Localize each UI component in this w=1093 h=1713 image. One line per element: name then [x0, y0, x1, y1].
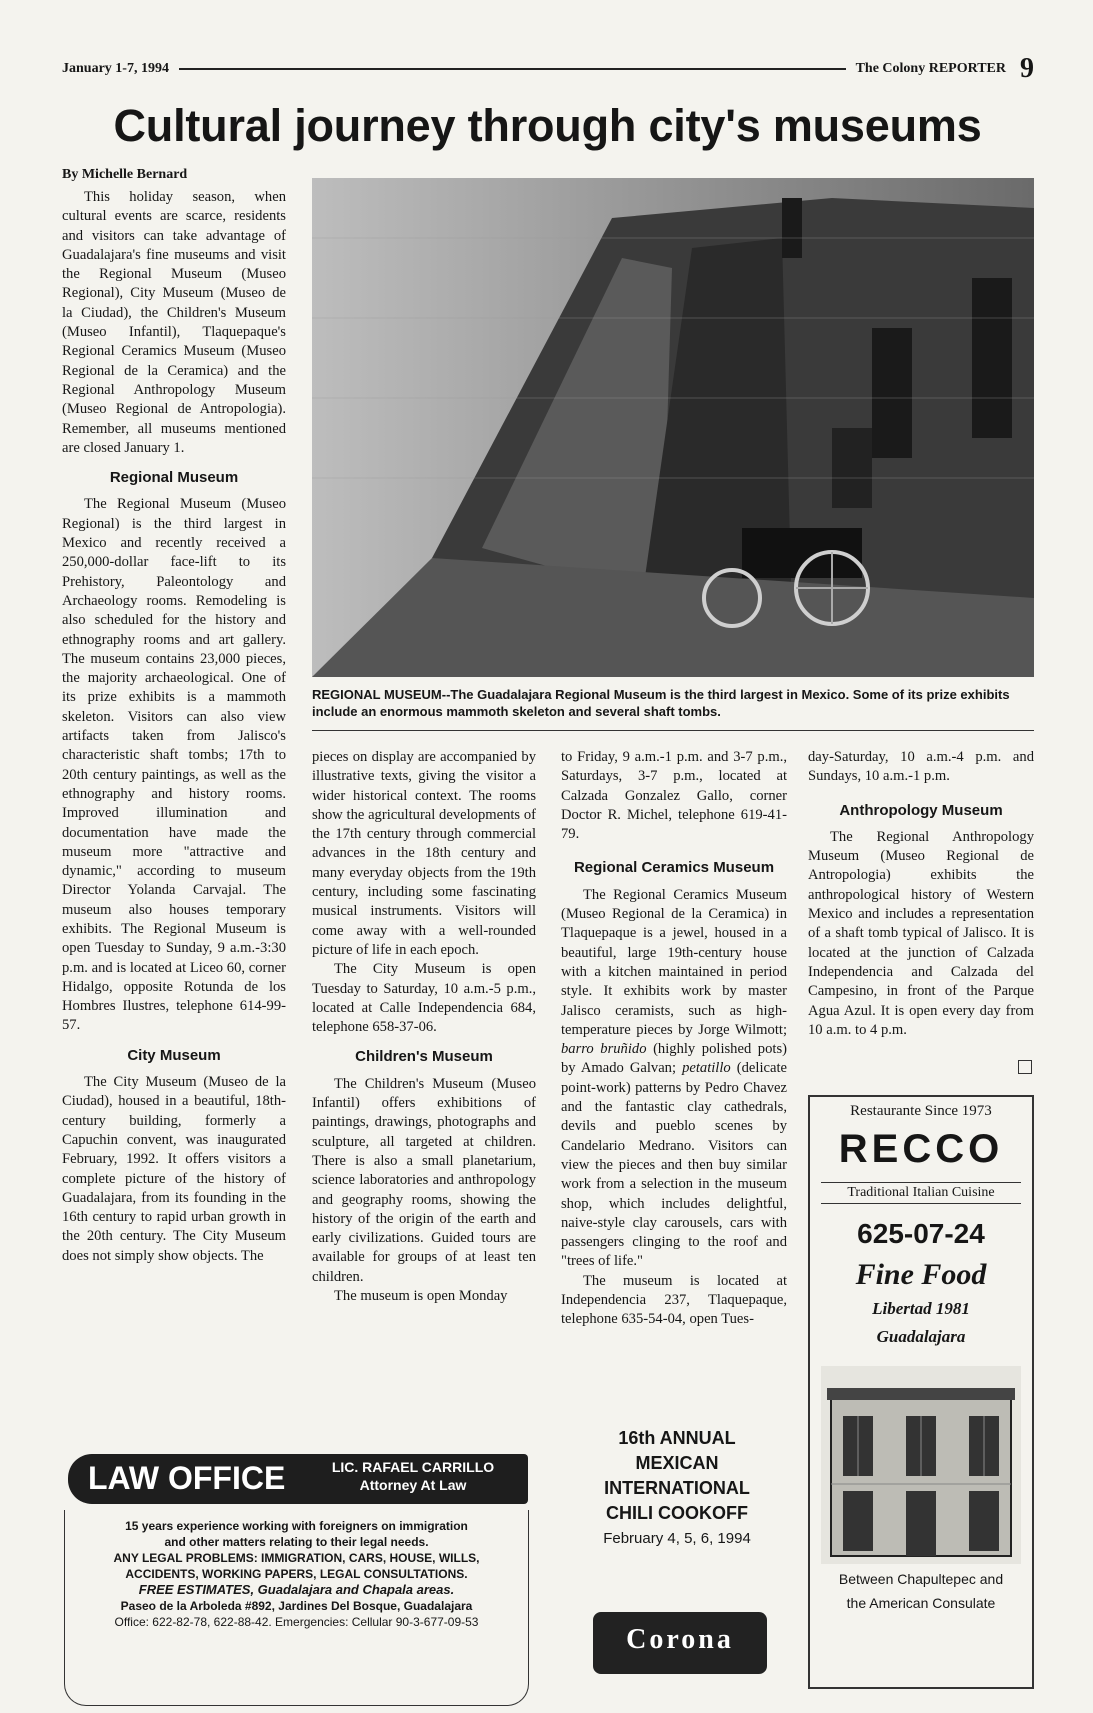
chili-ad-dates: February 4, 5, 6, 1994: [603, 1530, 751, 1547]
photo-caption: REGIONAL MUSEUM--The Guadalajara Regional Museum is the third largest in Mexico. Some of its prize exhibits include an enormous mammoth skeleton and several shaft tombs.: [312, 687, 1010, 719]
caption-rule: [312, 730, 1034, 731]
city-museum-paragraph: The City Museum (Museo de la Ciudad), housed in a beautiful, 18th-century building, formerly a Capuchin convent, was inaugurated February, 1992. It offers visitors a complete picture of the history of Guadalajara, from its founding in the 16th century to rapid urban growth in the 20th century. The City Museum does not simply show objects. The: [62, 1074, 286, 1264]
recco-logo: [821, 1126, 1021, 1172]
recco-restaurant-ad: [808, 1095, 1034, 1689]
byline: By Michelle Bernard: [62, 167, 188, 182]
corona-logo: Corona: [593, 1612, 767, 1674]
law-ad-line: 15 years experience working with foreigners on immigration: [125, 1519, 468, 1533]
anthropology-museum-paragraph: The Regional Anthropology Museum (Museo Regional de Antropologia) exhibits the anthropological history of Western Mexico and includes a representation of a shaft tomb typical of Jalisco. It is located at the junction of Calzada Independencia and Calzada del Campesino, in front of the Parque Agua Azul. It is open every day from 10 a.m. to 4 p.m.: [808, 828, 1034, 1038]
recco-location-line: Between Chapultepec and: [838, 1571, 1004, 1587]
page-number: 9: [1020, 53, 1034, 84]
masthead-rule: [179, 68, 846, 70]
city-museum-hours: The City Museum is open Tuesday to Saturday, 10 a.m.-5 p.m., located at Calle Independencia 684, telephone 658-37-06.: [312, 961, 536, 1036]
attorney-name: LIC. RAFAEL CARRILLO: [331, 1459, 495, 1475]
city-museum-continued: pieces on display are accompanied by illustrative texts, giving the visitor a wider historical context. The rooms show the agricultural developments of the 17th century through commercial advances in the 18th century and many everyday objects from the 19th century, including some fascinating musical instruments. Visitors will come away with a well-rounded picture of life in each epoch.: [312, 749, 536, 958]
issue-date: January 1-7, 1994: [62, 61, 169, 76]
childrens-museum-hours: The museum is open Monday: [334, 1288, 508, 1305]
ceramics-term-barro: barro bruñido: [561, 1041, 647, 1058]
article-column-2: [312, 748, 536, 1306]
masthead: [62, 53, 1034, 84]
recco-tagline: Fine Food: [855, 1258, 987, 1291]
law-ad-address: Paseo de la Arboleda #892, Jardines Del Bosque, Guadalajara: [120, 1599, 473, 1613]
paper-name: The Colony REPORTER: [855, 61, 1006, 76]
law-ad-banner: [68, 1454, 528, 1504]
law-ad-line: ACCIDENTS, WORKING PAPERS, LEGAL CONSULTATIONS.: [125, 1567, 468, 1581]
ceramics-museum-location: The museum is located at Independencia 237, Tlaquepaque, telephone 635-54-04, open Tues-: [561, 1272, 787, 1328]
chili-ad-line: CHILI COOKOFF: [606, 1503, 748, 1523]
article-column-3: [561, 748, 787, 1330]
recco-since: Restaurante Since 1973: [850, 1103, 992, 1119]
museum-street-photo-icon: [312, 178, 1034, 677]
subhead-ceramics-museum: Regional Ceramics Museum: [573, 859, 775, 877]
childrens-museum-continued: to Friday, 9 a.m.-1 p.m. and 3-7 p.m., Saturdays, 3-7 p.m., located at Calzada Gonzalez Gallo, corner Doctor R. Michel, telephone 619-41-79.: [561, 749, 787, 843]
article-column-4: [808, 748, 1034, 1040]
recco-address: Libertad 1981: [872, 1299, 970, 1318]
ceramics-museum-paragraph: [561, 886, 787, 1272]
restaurant-building-icon: [821, 1366, 1021, 1564]
law-ad-phones: Office: 622-82-78, 622-88-42. Emergencies: Cellular 90-3-677-09-53: [114, 1615, 479, 1629]
childrens-museum-paragraph: The Children's Museum (Museo Infantil) offers exhibitions of paintings, drawings, photographs and sculpture, all targeted at children. There is also a small planetarium, science laboratories and anthropology and geography rooms, showing the history of the origin of the earth and early civilizations. Guided tours are available for groups of at least ten children.: [312, 1075, 536, 1285]
recco-phone: 625-07-24: [857, 1218, 985, 1249]
chili-cookoff-ad: [561, 1426, 793, 1676]
law-ad-body: [64, 1510, 529, 1706]
headline: Cultural journey through city's museums: [113, 100, 982, 151]
law-ad-estimates: FREE ESTIMATES, Guadalajara and Chapala areas.: [138, 1582, 455, 1597]
attorney-title: Attorney At Law: [359, 1477, 467, 1493]
regional-museum-paragraph: The Regional Museum (Museo Regional) is the third largest in Mexico and recently received a 250,000-dollar face-lift to its Prehistory, Paleontology and Archaeology rooms. Remodeling is also scheduled for the history and ethnography rooms and art gallery. The museum contains 23,000 pieces, the majority archaeological. One of its prize exhibits is a mammoth skeleton. Visitors can also view artifacts taken from Jalisco's characteristic shaft tombs; 17th to 20th century paintings, as well as the ethnography and history rooms. Improved illumination and documentation have made the museum more "attractive and dynamic," according to museum Director Yolanda Carvajal. The museum also houses temporary exhibits. The Regional Museum is open Tuesday to Sunday, 9 a.m.-3:30 p.m. and is located at Liceo 60, corner Hidalgo, opposite Rotunda de los Hombres Ilustres, telephone 614-99-57.: [62, 496, 286, 1034]
law-ad-attorney: [308, 1458, 518, 1494]
article-column-1: [62, 188, 286, 1266]
subhead-childrens-museum: Children's Museum: [355, 1048, 493, 1066]
recco-location-line: the American Consulate: [846, 1595, 996, 1611]
recco-cuisine: Traditional Italian Cuisine: [821, 1182, 1021, 1204]
intro-paragraph: This holiday season, when cultural events are scarce, residents and visitors can take advantage of Guadalajara's fine museums and visit the Regional Museum (Museo Regional), City Museum (Museo de la Ciudad), the Children's Museum (Museo Infantil), Tlaquepaque's Regional Ceramics Museum (Museo Regional de la Ceramica) and the Regional Anthropology Museum (Museo Regional de Antropologia). Remember, all museums mentioned are closed January 1.: [62, 189, 286, 456]
ceramics-text-2: (highly polished pots) by Amado Galvan;: [561, 1041, 787, 1077]
end-mark-icon: [1018, 1060, 1032, 1074]
chili-ad-line: 16th ANNUAL: [618, 1428, 736, 1448]
law-ad-line: ANY LEGAL PROBLEMS: IMMIGRATION, CARS, HOUSE, WILLS,: [113, 1551, 480, 1565]
ceramics-text-1: The Regional Ceramics Museum (Museo Regional de la Ceramica) in Tlaquepaque is a jewel, housed in a beautiful, large 19th-century house with a kitchen maintained in period style. It exhibits work by master Jalisco ceramists, such as high-temperature pieces by Jorge Wilmott;: [561, 886, 787, 1038]
law-ad-line: and other matters relating to their legal needs.: [164, 1535, 429, 1549]
chili-ad-line: MEXICAN: [635, 1453, 719, 1473]
law-office-ad: [64, 1454, 529, 1712]
law-ad-title: LAW OFFICE: [88, 1460, 286, 1496]
subhead-anthropology-museum: Anthropology Museum: [839, 801, 1003, 819]
recco-logo-text: RECCO: [838, 1127, 1004, 1171]
recco-city: Guadalajara: [876, 1327, 966, 1346]
museum-photo: [312, 178, 1034, 677]
ceramics-museum-hours: day-Saturday, 10 a.m.-4 p.m. and Sundays, 10 a.m.-1 p.m.: [808, 749, 1034, 785]
chili-ad-line: INTERNATIONAL: [604, 1478, 750, 1498]
subhead-regional-museum: Regional Museum: [109, 469, 239, 487]
subhead-city-museum: City Museum: [127, 1046, 221, 1064]
ceramics-text-3: (delicate point-work) patterns by Pedro Chavez and the fantastic clay cathedrals, devils and pueblo scenes by Candelario Medrano. Visitors can view the pieces and then buy similar work from a selection in the museum shop, which includes delightful, naive-style clay carousels, cars with passengers clinging to the roof and "trees of life.": [561, 1060, 787, 1270]
ceramics-term-petatillo: petatillo: [682, 1060, 731, 1077]
